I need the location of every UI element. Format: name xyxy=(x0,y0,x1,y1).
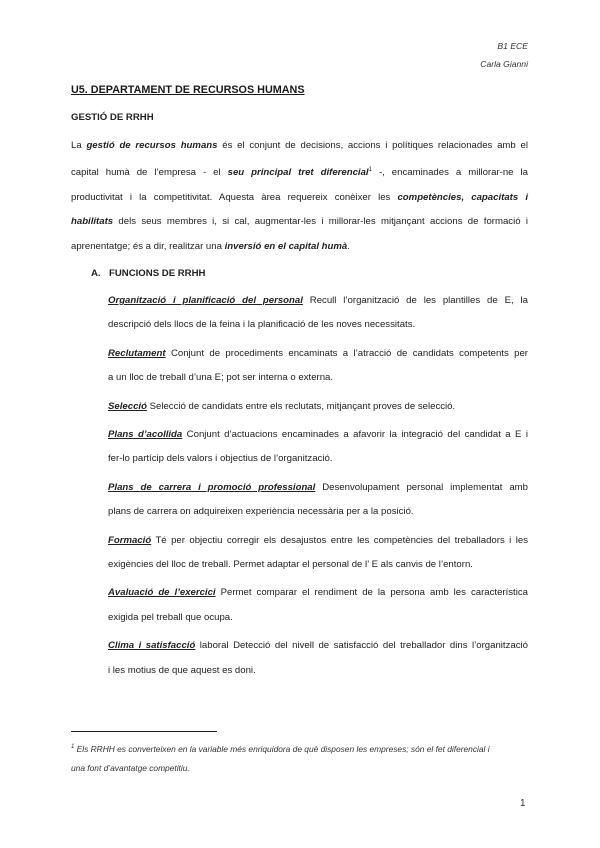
key-term: habilitats xyxy=(71,216,114,228)
list-item: Avaluació de l’exercici Permet comparar el rendiment de la persona amb les característica exigida pel treball que ocupa. xyxy=(108,587,528,623)
item-term: Selecció xyxy=(108,400,147,412)
section-heading xyxy=(91,268,205,279)
section-label: FUNCIONS DE RRHH xyxy=(109,268,206,279)
key-term: seu principal tret diferencial xyxy=(227,167,369,179)
page-number: 1 xyxy=(520,798,526,809)
footnote-marker: 1 xyxy=(71,744,75,750)
list-item: Clima i satisfacció laboral Detecció del nivell de satisfacció del treballador dins l’organització i les motius de que aquest es doni. xyxy=(108,640,528,676)
functions-list xyxy=(108,289,528,683)
list-item: Reclutament Conjunt de procediments encaminats a l’atracció de candidats competents per a un lloc de treball d’una E; pot ser interna o externa. xyxy=(108,347,528,384)
list-item: Plans de carrera i promoció professional Desenvolupament personal implementat amb plans de carrera on adquireixen experiència necessària per a la posició. xyxy=(108,481,528,518)
page-header xyxy=(480,37,528,73)
item-term: Organització i planificació del personal xyxy=(108,295,303,306)
intro-line-4: habilitats dels seus membres i, si cal, augmentar-les i millorar-les mitjançant accions de formació i xyxy=(71,216,528,228)
footnote-divider xyxy=(71,731,217,732)
list-item: Formació Té per objectiu corregir els desajustos entre les competències del treballadors i les exigències del lloc de treball. Permet adaptar el personal de l’ E als canvis de l’entorn. xyxy=(108,534,528,570)
list-item: Organització i planificació del personal Recull l’organització de les plantilles de E, la descripció dels llocs de la feina i la planificació de les noves necessitats. xyxy=(108,295,528,331)
section-letter: A. xyxy=(91,268,101,279)
intro-paragraph xyxy=(71,134,528,259)
item-term: Plans de carrera i promoció professional xyxy=(108,481,316,493)
item-term: Avaluació de l’exercici xyxy=(108,587,216,599)
item-term: Clima i satisfacció xyxy=(108,640,196,652)
intro-line-2: capital humà de l’empresa - el seu principal tret diferencial$^1$ -, encaminades a millorar-ne la xyxy=(71,167,528,179)
item-term: Reclutament xyxy=(108,347,166,359)
footnote: $^1$ Els RRHH es converteixen en la variable més enriquidora de què disposen les empreses; són el fet diferencial i una font d’avantatge competitiu. xyxy=(71,743,490,773)
list-item: Selecció Selecció de candidats entre els reclutats, mitjançant proves de selecció. xyxy=(108,400,456,412)
author-name: Carla Gianni xyxy=(480,59,528,69)
page-title: U5. DEPARTAMENT DE RECURSOS HUMANS xyxy=(71,84,305,96)
footnote-ref[interactable]: 1 xyxy=(368,167,372,174)
key-term: capacitats i xyxy=(471,192,528,203)
key-term: competències xyxy=(397,192,462,203)
intro-line-1: La gestió de recursos humans és el conjunt de decisions, accions i polítiques relacionades amb el xyxy=(71,140,528,151)
key-term: inversió en el capital humà xyxy=(224,240,348,252)
intro-line-5: aprenentatge; és a dir, realitzar una inversió en el capital humà. xyxy=(71,240,350,252)
item-term: Plans d’acollida xyxy=(108,429,183,440)
key-term: gestió de recursos humans xyxy=(86,140,218,151)
list-item: Plans d’acollida Conjunt d’actuacions encaminades a afavorir la integració del candidat a E i fer-lo partícip dels valors i objectius de l’organització. xyxy=(108,429,528,465)
section-subtitle: GESTIÓ DE RRHH xyxy=(71,112,154,123)
intro-line-3: productivitat i la competitivitat. Aquesta àrea requereix conèixer les competències, capacitats i xyxy=(71,192,528,203)
course-label: B1 ECE xyxy=(497,41,528,51)
item-term: Formació xyxy=(108,534,152,546)
